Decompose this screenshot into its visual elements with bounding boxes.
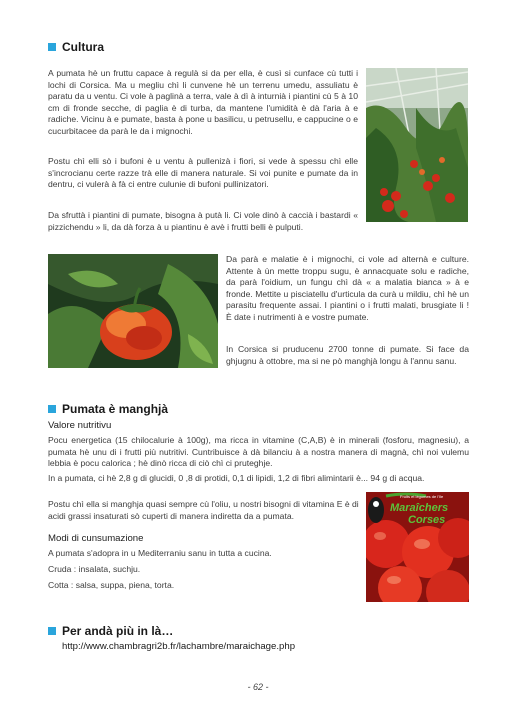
section-title-per-anda bbox=[48, 624, 173, 638]
badge-line-2: Corses bbox=[408, 514, 446, 526]
chambragri-link[interactable]: http://www.chambragri2b.fr/lachambre/maraichage.php bbox=[62, 641, 296, 652]
cultura-title: Cultura bbox=[62, 40, 104, 54]
valore-paragraph-1: Pocu energetica (15 chilocalurie à 100g), ma ricca in vitamine (C,A,B) è in minerali (fosforu, magnesiu), a pumata hè unu di i frutti più nutritivi. Cuntribuisce à dà bilanciu à a nostra manera di magnà, chì noi vulemu lebbia è pocu calorica ; hè dinò ricca di ciò chì ci pruteghje. bbox=[48, 435, 469, 469]
tomato-plant-photo bbox=[48, 254, 218, 368]
modi-line-3: Cotta : salsa, suppa, piena, torta. bbox=[48, 580, 175, 590]
bullet-square-icon bbox=[48, 627, 56, 635]
badge-caption: Fruits et légumes de l'île bbox=[400, 494, 444, 499]
page-number: - 62 - bbox=[247, 682, 269, 692]
section-title-pumata bbox=[48, 402, 168, 416]
modi-line-1: A pumata s'adopra in u Mediterraniu sanu in tutta a cucina. bbox=[48, 548, 272, 558]
modi-cunsumazione-heading: Modi di cunsumazione bbox=[48, 533, 144, 544]
pumata-title: Pumata è manghjà bbox=[62, 402, 169, 416]
per-anda-title: Per andà più in là… bbox=[62, 624, 174, 638]
cultura-paragraph-5: In Corsica si pruducenu 2700 tonne di pumate. Si face da ghjugnu à ottobre, ma si ne pò manghjà longu à l'annu sanu. bbox=[226, 344, 469, 366]
section-title-cultura bbox=[48, 40, 104, 54]
cultura-paragraph-4: Da parà e malatie è i mignochi, ci vole ad alternà e culture. Attente à ùn mette troppu sugu, è annacquate solu e radiche, da parà l'oidium, un fungu chì dà « a malatia bianca » à e fronde. Mettite u pisciatellu d'urticula da curà u mildiu, chì hè un parasitu frequente assai. I piantini o i frutti malati, brusgiate li ! È date i nutrimenti à e vostre pumate. bbox=[226, 254, 469, 322]
valore-paragraph-3: Postu chì ella si manghja quasi sempre cù l'oliu, u nostri bisogni di vitamina E è di acidi grassi insaturati sò cuperti di manera indiretta da a pumata. bbox=[48, 499, 359, 521]
modi-line-2: Cruda : insalata, suchju. bbox=[48, 564, 141, 574]
bullet-square-icon bbox=[48, 405, 56, 413]
cultura-paragraph-1: A pumata hè un fruttu capace à regulà si da per ella, è cusì si cunface cù tutti i lochi di Corsica. Ma u megliu chì li cunvene hè un terrenu umedu, assuliatu è paratu da u ventu. Ci vole à paglinà a terra, vale à dì à inturnià i piantini cù 5 à 10 cm di fronde secche, di paglia è di turba, da mantene l'umidità è dà l'aria à e radiche. Vicinu à e pumate, basta à pone u basilicu, u petrusellu, e cappucine o e cucurbitacee da parà le da i mignochi. bbox=[48, 68, 358, 136]
greenhouse-tomato-photo bbox=[366, 68, 468, 222]
badge-line-1: Maraîchers bbox=[390, 502, 449, 514]
bullet-square-icon bbox=[48, 43, 56, 51]
cultura-paragraph-2: Postu chì elli sò i bufoni è u ventu à pullenizà i fiori, si vede à spessu chì elle s'incrocianu certe razze trà elle di manera naturale. Si voi punite e pumate da in dentru, ci vulerà à fà ci entre culunie di bufoni pullinizatori. bbox=[48, 156, 358, 190]
cultura-paragraph-3: Da sfruttà i piantini di pumate, bisogna à putà li. Ci vole dinò à caccià i bastardi « pizzichendu » li, da dà forza à u piantinu è avè i frutti belli è pulputi. bbox=[48, 210, 358, 232]
maraichers-corses-tomatoes-photo bbox=[366, 492, 469, 602]
valore-paragraph-2: In a pumata, ci hè 2,8 g di glucidi, 0 ,8 di protidi, 0,1 di lipidi, 1,2 di fibri alimintarii è... 94 g di acqua. bbox=[48, 473, 425, 483]
valore-nutritivu-heading: Valore nutritivu bbox=[48, 420, 112, 431]
